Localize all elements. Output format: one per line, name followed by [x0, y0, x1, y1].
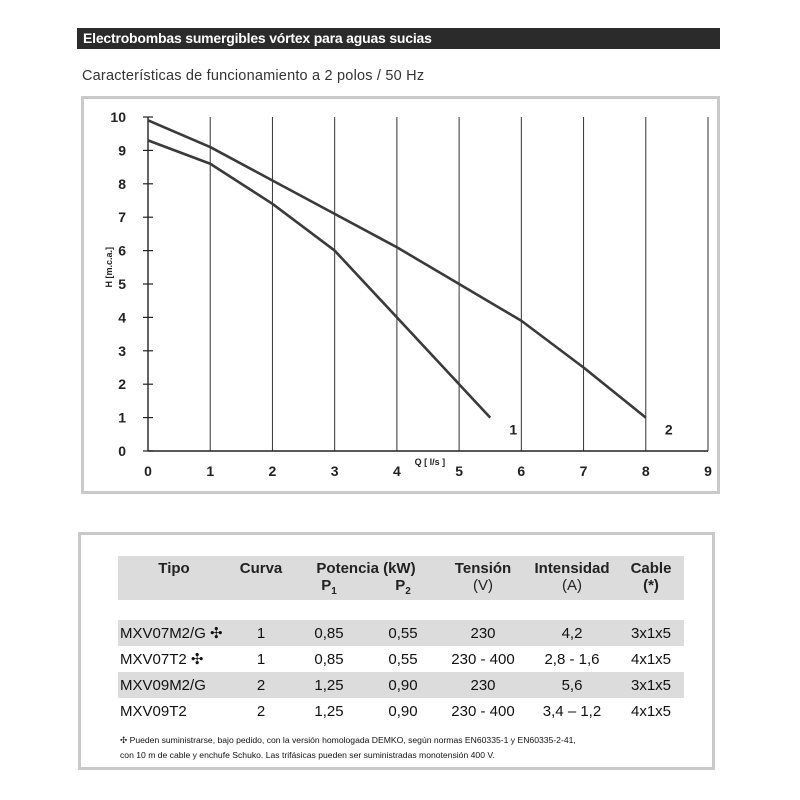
chart-subtitle: Características de funcionamiento a 2 polos / 50 Hz — [82, 68, 425, 84]
y-tick-label-4: 4 — [118, 309, 126, 326]
table-row: MXV09M2/G 2 1,25 0,90 230 5,6 3x1x5 — [118, 672, 684, 698]
section-title-bar — [77, 28, 720, 49]
curve-2-label: 2 — [664, 421, 673, 438]
table-footnote: ✣ Pueden suministrarse, bajo pedido, con la versión homologada DEMKO, según normas EN60335-1 y EN60335-2-41, con 10 m de cable y enchufe Schuko. Las trifásicas pueden ser suministradas monotensión 400 V. — [120, 735, 576, 760]
specs-table — [118, 556, 684, 724]
x-tick-label-9: 9 — [704, 463, 712, 479]
y-tick-label-10: 10 — [110, 109, 126, 125]
y-tick-label-3: 3 — [118, 342, 126, 359]
x-tick-label-1: 1 — [206, 463, 215, 479]
specs-table-panel — [78, 532, 715, 770]
col-header-potencia: Potencia (kW) $P_1$ $P_2$ — [292, 556, 440, 600]
table-row: MXV09T2 2 1,25 0,90 230 - 400 3,4 – 1,2 4x1x5 — [120, 702, 672, 720]
x-tick-label-8: 8 — [641, 463, 650, 479]
x-tick-label-4: 4 — [392, 463, 401, 479]
col-header-p1: $P_1$ — [321, 577, 337, 597]
x-tick-label-2: 2 — [268, 463, 277, 479]
y-tick-label-2: 2 — [118, 376, 126, 393]
col-header-cable: Cable (*) — [618, 556, 684, 600]
x-axis-label: Q [ l/s ] — [414, 457, 446, 467]
x-tick-label-0: 0 — [144, 463, 152, 479]
x-tick-label-5: 5 — [455, 463, 464, 479]
performance-chart — [84, 99, 717, 491]
x-tick-label-7: 7 — [579, 463, 588, 479]
y-tick-label-9: 9 — [118, 142, 126, 159]
y-tick-label-5: 5 — [118, 276, 126, 292]
x-tick-label-3: 3 — [330, 463, 339, 479]
performance-chart-panel — [81, 96, 720, 494]
curve-1-line — [148, 140, 490, 417]
col-header-intensidad: Intensidad (A) — [526, 556, 618, 600]
y-tick-label-0: 0 — [118, 443, 126, 459]
x-tick-label-6: 6 — [517, 463, 526, 479]
col-header-p2: $P_2$ — [395, 577, 411, 597]
table-row: MXV07T2 ✣ 1 0,85 0,55 230 - 400 2,8 - 1,6 4x1x5 — [120, 650, 672, 668]
y-tick-label-1: 1 — [118, 409, 126, 426]
col-header-tension: Tensión (V) — [440, 556, 526, 600]
y-tick-label-8: 8 — [118, 175, 126, 192]
y-tick-label-7: 7 — [118, 209, 126, 226]
col-header-curva: Curva — [230, 556, 292, 600]
curve-1-label: 1 — [509, 421, 518, 438]
table-header-row — [118, 556, 684, 600]
table-row: MXV07M2/G ✣ 1 0,85 0,55 230 4,2 3x1x5 — [118, 620, 684, 646]
section-title: Electrobombas sumergibles vórtex para aguas sucias — [83, 30, 432, 46]
y-tick-label-6: 6 — [118, 242, 126, 259]
y-axis-label: H [m.c.a.] — [104, 247, 114, 288]
col-header-tipo: Tipo — [118, 556, 230, 600]
